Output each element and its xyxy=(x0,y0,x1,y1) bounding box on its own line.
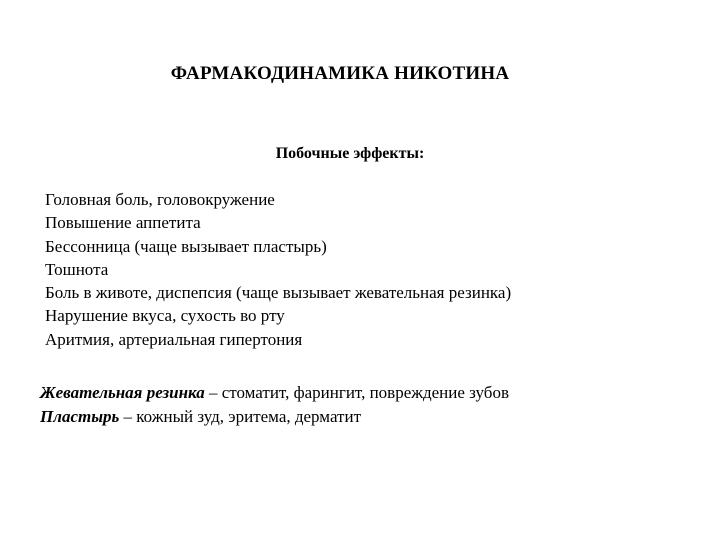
note-text: – стоматит, фарингит, повреждение зубов xyxy=(204,383,509,402)
slide-title: ФАРМАКОДИНАМИКА НИКОТИНА xyxy=(170,63,510,84)
side-effect-item: Боль в животе, диспепсия (чаще вызывает жевательная резинка) xyxy=(45,283,512,303)
side-effect-item: Повышение аппетита xyxy=(45,213,201,233)
form-specific-notes xyxy=(40,381,509,429)
note-chewing-gum xyxy=(40,381,509,405)
side-effects-list xyxy=(45,188,511,351)
note-term: Жевательная резинка xyxy=(40,383,205,402)
slide-subtitle: Побочные эффекты: xyxy=(275,145,425,162)
side-effect-item: Аритмия, артериальная гипертония xyxy=(45,329,303,349)
side-effect-item: Бессонница (чаще вызывает пластырь) xyxy=(45,236,327,256)
side-effect-item: Нарушение вкуса, сухость во рту xyxy=(45,306,285,326)
note-term: Пластырь xyxy=(40,407,120,426)
side-effect-item: Тошнота xyxy=(45,259,109,279)
note-patch xyxy=(40,405,509,429)
note-text: – кожный зуд, эритема, дерматит xyxy=(119,407,361,426)
side-effect-item: Головная боль, головокружение xyxy=(45,190,275,209)
